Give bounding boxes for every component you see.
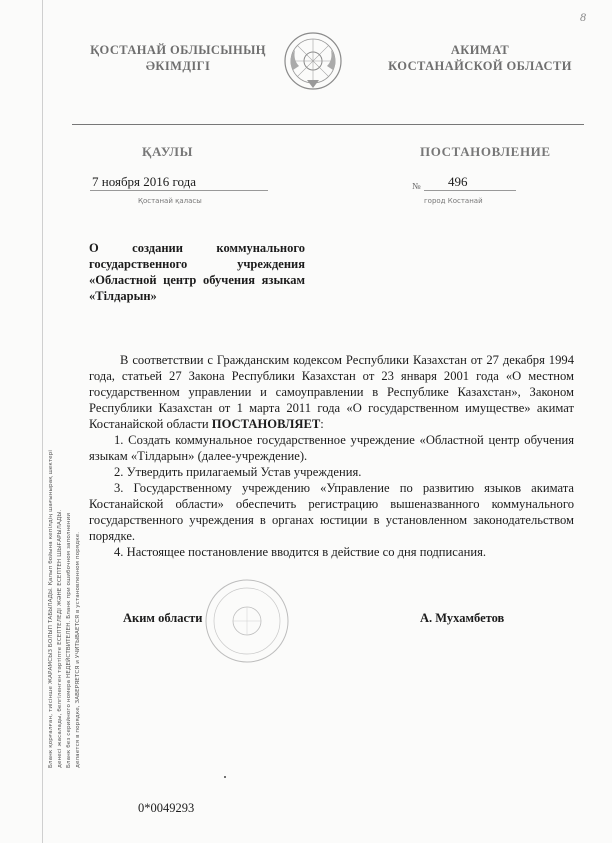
side-notice-line: Бланк без серийного номера НЕДЕЙСТВИТЕЛЕН. Бланк при ошибочном заполнении [66,512,72,768]
document-body [89,352,574,560]
corner-mark: 8 [580,10,586,24]
signer-name: А. Мухамбетов [420,611,505,625]
state-emblem [283,30,343,92]
document-date: 7 ноября 2016 года [92,174,197,189]
header-divider [72,124,584,125]
side-notice-line: делается в порядке, ЗАВЕРЯЕТСЯ и УЧИТЫВАЕТСЯ в установленном порядке. [75,531,81,768]
header-left-line1: ҚОСТАНАЙ ОБЛЫСЫНЫҢ [90,43,266,57]
doc-type-kz: ҚАУЛЫ [142,144,193,159]
side-notice [46,400,88,770]
header-right [385,42,575,74]
item-1: 1. Создать коммунальное государственное учреждение «Областной центр обучения языкам «Тілдарын» (далее-учреждение). [89,433,574,463]
side-notice-line: Бланк қорғалған, тиісінше ЖАРАМСЫЗ БОЛЫП ТАБЫЛАДЫ. Қалып бойына кепілдің шағынырақ шектері [48,449,54,768]
document-subject: О создании коммунального государственного учреждения «Областной центр обучения языкам «Тілдарын» [89,241,305,303]
header-left-line2: ӘКІМДІГІ [145,59,211,73]
preamble [89,352,574,432]
serial-number: 0*0049293 [138,801,195,815]
item-2: 2. Утвердить прилагаемый Устав учреждения. [114,465,362,479]
page-edge [42,0,43,843]
official-seal [204,578,290,664]
date-place: Қостанай қаласы [138,197,202,205]
preamble-text: В соответствии с Гражданским кодексом Республики Казахстан от 27 декабря 1994 года, статьей 27 Закона Республики Казахстан от 23 января 2001 года «О местном государственном управлении и самоуправлении в Республике Казахстан», Законом Республики Казахстан от 1 марта 2011 года «О государственном имуществе» акимат Костанайской области [89,353,574,431]
number-place: город Костанай [424,197,483,205]
header-left [78,42,278,74]
signer-position: Аким области [123,611,203,625]
item-3: 3. Государственному учреждению «Управление по развитию языков акимата Костанайской области» обеспечить регистрацию вышеназванного коммунального государственного учреждения в органах юстиции в установленном законодательством порядке. [89,481,574,543]
document-number: 496 [448,174,468,189]
doc-type-ru: ПОСТАНОВЛЕНИЕ [420,144,551,159]
speck [224,776,226,778]
date-underline [90,190,268,191]
header-right-line1: АКИМАТ [450,43,510,57]
number-sign: № [412,181,421,191]
number-underline [424,190,516,191]
resolves-colon: : [320,417,324,431]
resolves-keyword: ПОСТАНОВЛЯЕТ [211,417,321,431]
header-right-line2: КОСТАНАЙСКОЙ ОБЛАСТИ [388,59,572,73]
item-4: 4. Настоящее постановление вводится в действие со дня подписания. [114,545,487,559]
side-notice-line: денесі жасалады, белгіленген тәртіпте ЕСЕПТЕЛЕДІ ЖӘНЕ ЕСЕПТЕН ШЫҒАРЫЛАДЫ. [57,509,63,768]
